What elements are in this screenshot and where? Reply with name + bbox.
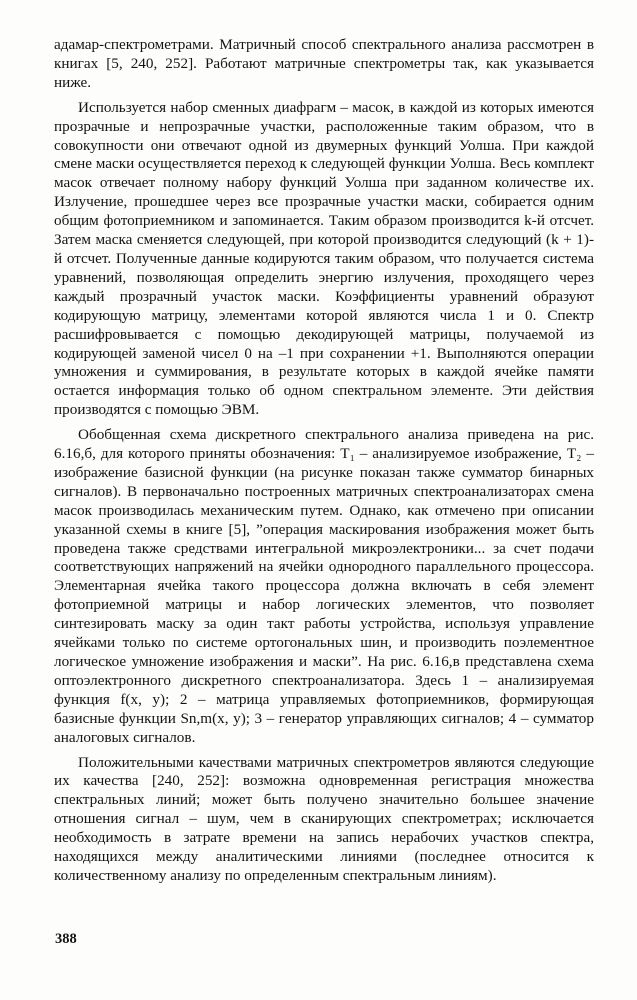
body-text bbox=[54, 36, 594, 886]
paragraph-advantages: Положительными качествами матричных спектрометров являются следующие их качества [240, 252]: возможна одновременная регистрация множества спектральных линий; может быть получено значительно большее значение отношения сигнал – шум, чем в сканирующих спектрометрах; исключается необходимость в затрате времени на запись нерабочих участков спектра, находящихся между аналитическими линиями (последнее относится к количественному анализу по определенным спектральным линиям). bbox=[54, 753, 594, 884]
paragraph-continuation: адамар-спектрометрами. Матричный способ спектрального анализа рассмотрен в книгах [5, 240, 252]. Работают матричные спектрометры так, как указывается ниже. bbox=[54, 36, 594, 91]
page-number: 388 bbox=[55, 931, 77, 947]
paragraph-generalized-scheme: Обобщенная схема дискретного спектрального анализа приведена на рис. 6.16,б, для которого приняты обозначения: T₁ – анализируемое изображение, T₂ – изображение базисной функции (на рисунке показан также сумматор бинарных сигналов). В первоначально построенных матричных спектроанализаторах смена масок производилась механическим путем. Однако, как отмечено при описании указанной схемы в книге [5], ”операция маскирования изображения может быть проведена также средствами интегральной микроэлектроники... за счет подачи соответствующих напряжений на ячейки однородного параллельного процессора. Элементарная ячейка такого процессора должна включать в себя элемент фотоприемной матрицы и набор логических элементов, что позволяет синтезировать маску за один такт работы устройства, используя управление ячейками только по системе ортогональных шин, и производить поэлементное логическое умножение изображения и маски”. На рис. 6.16,в представлена схема оптоэлектронного дискретного спектроанализатора. Здесь 1 – анализируемая функция f(x, y); 2 – матрица управляемых фотоприемников, формирующая базисные функции Sn,m(x, y); 3 – генератор управляющих сигналов; 4 – сумматор аналоговых сигналов. bbox=[54, 426, 594, 746]
paragraph-masks-description: Используется набор сменных диафрагм – масок, в каждой из которых имеются прозрачные и непрозрачные участки, расположенные таким образом, что в совокупности они отвечают одной из двумерных функций Уолша. При каждой смене маски осуществляется переход к следующей функции Уолша. Весь комплект масок отвечает полному набору функций Уолша при заданном количестве их. Излучение, прошедшее через все прозрачные участки маски, собирается одним общим фотоприемником и запоминается. Таким образом производится k-й отсчет. Затем маска сменяется следующей, при которой производится следующий (k + 1)-й отсчет. Полученные данные кодируются таким образом, что получается система уравнений, позволяющая определить энергию излучения, проходящего через каждый прозрачный участок маски. Коэффициенты уравнений образуют кодирующую матрицу, элементами которой являются числа 1 и 0. Спектр расшифровывается с помощью декодирующей матрицы, получаемой из кодирующей заменой чисел 0 на –1 при сохранении +1. Выполняются операции умножения и суммирования, в результате которых в каждой ячейке памяти остается информация только об одном спектральном элементе. Эти действия производятся с помощью ЭВМ. bbox=[54, 98, 595, 419]
